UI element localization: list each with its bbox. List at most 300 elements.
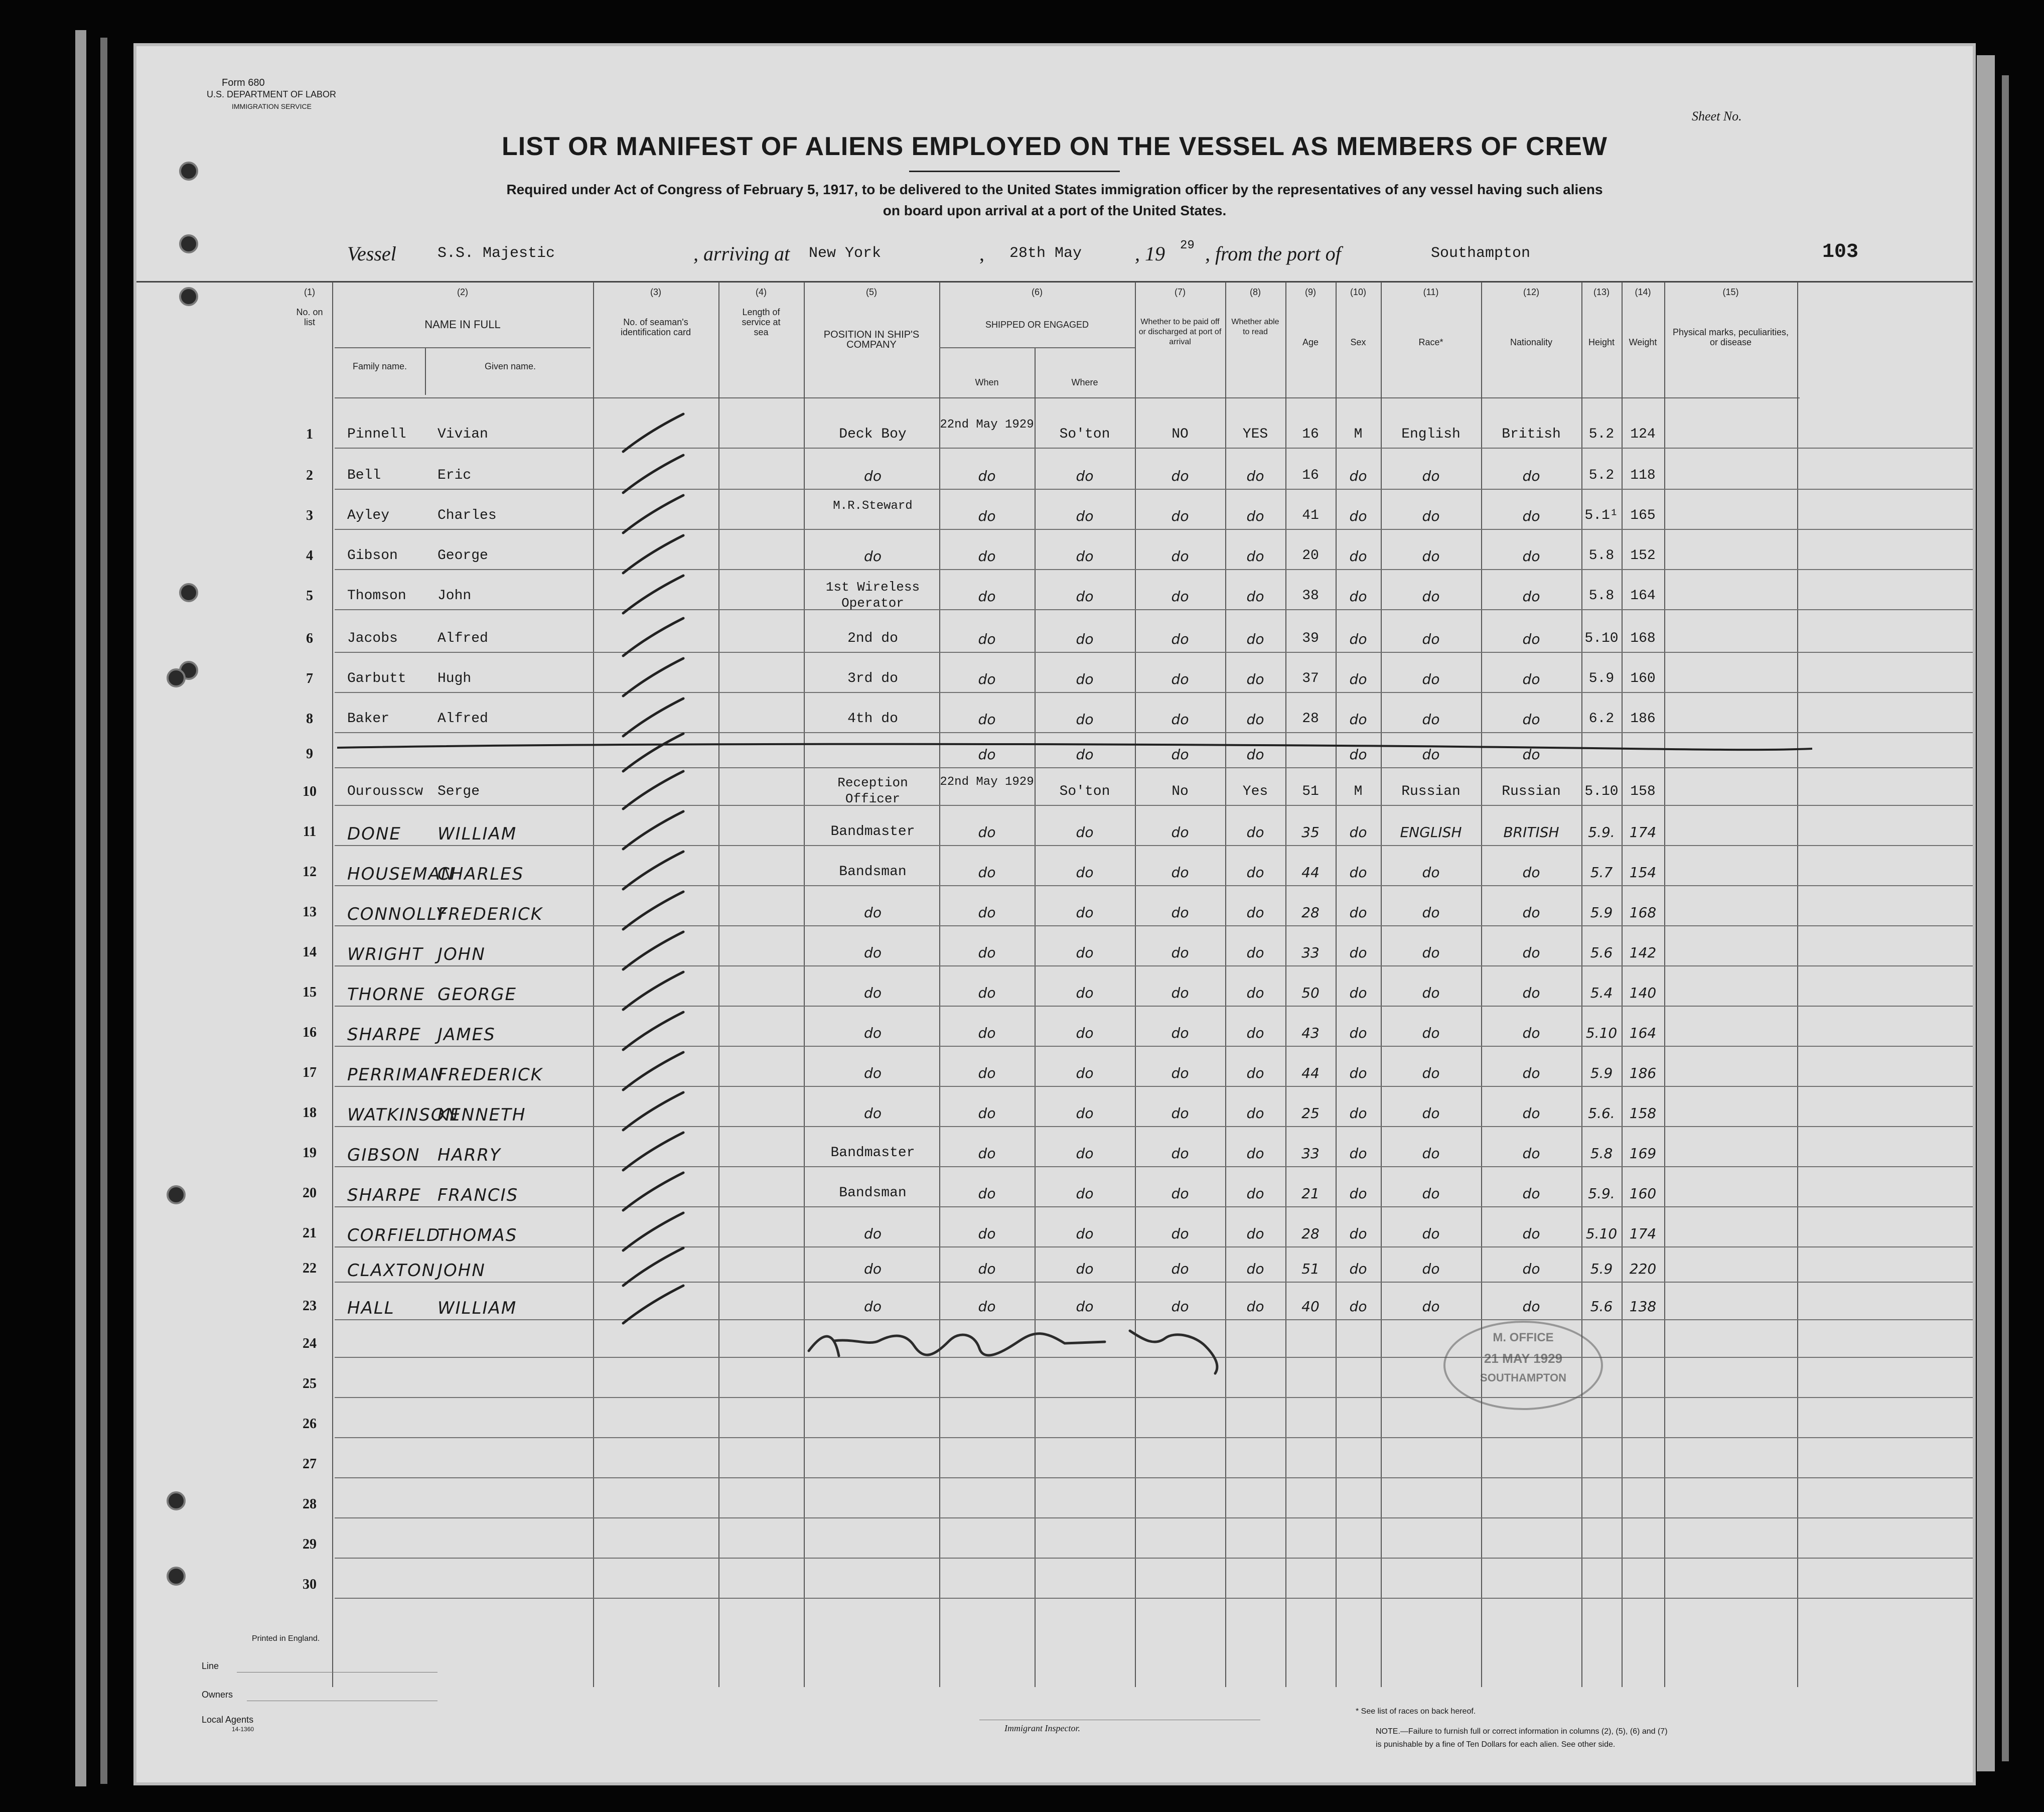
cell-where: do xyxy=(1076,1105,1094,1122)
form-number: Form 680 xyxy=(222,77,265,88)
cell-when: do xyxy=(978,944,996,961)
page-title: LIST OR MANIFEST OF ALIENS EMPLOYED ON THE VESSEL AS MEMBERS OF CREW xyxy=(502,132,1608,161)
cell-family: DONE xyxy=(347,824,401,844)
cell-family: Pinnell xyxy=(347,427,406,442)
cell-height: 5.8 xyxy=(1590,1145,1613,1162)
cell-nat: do xyxy=(1522,1225,1540,1242)
check-mark-icon xyxy=(618,411,693,457)
races-note: * See list of races on back hereof. xyxy=(1356,1707,1476,1716)
cell-position: do xyxy=(864,1105,882,1122)
cell-paid: do xyxy=(1171,824,1189,841)
cell-when: do xyxy=(978,548,996,565)
cell-read: do xyxy=(1246,1105,1264,1122)
check-mark-icon xyxy=(618,493,693,538)
cell-height: 5.9. xyxy=(1588,1185,1615,1202)
manifest-sheet xyxy=(136,46,1973,1782)
cell-sex: do xyxy=(1349,1225,1367,1242)
row-number: 8 xyxy=(306,711,313,727)
page-edge-right-2 xyxy=(2002,75,2009,1761)
cell-weight: 142 xyxy=(1629,944,1657,961)
cell-race: ENGLISH xyxy=(1400,824,1462,841)
col-3-label: No. of seaman's identification card xyxy=(620,317,691,337)
check-mark-icon xyxy=(618,929,693,974)
row-number: 7 xyxy=(306,671,313,686)
check-mark-icon xyxy=(618,1010,693,1055)
col-2-num: (2) xyxy=(457,287,468,297)
col-4-label: Length of service at sea xyxy=(742,307,781,337)
shipped-header-rule xyxy=(939,347,1135,348)
cell-sex: do xyxy=(1349,746,1367,763)
page-edge-left xyxy=(75,30,86,1786)
col-2-family: Family name. xyxy=(352,361,407,371)
cell-where: So'ton xyxy=(1059,427,1110,442)
col-8-num: (8) xyxy=(1250,287,1261,297)
row-rule xyxy=(335,1558,1973,1559)
col-1-num: (1) xyxy=(304,287,315,297)
row-rule xyxy=(335,609,1973,610)
cell-read: do xyxy=(1246,671,1264,687)
row-rule xyxy=(335,1517,1973,1518)
cell-read: do xyxy=(1246,1261,1264,1277)
cell-read: do xyxy=(1246,711,1264,728)
cell-given: Charles xyxy=(437,508,497,523)
cell-position: do xyxy=(864,1025,882,1041)
cell-when: 22nd May 1929 xyxy=(940,775,1034,789)
col-divider xyxy=(1664,282,1665,1687)
cell-family: Baker xyxy=(347,711,390,727)
row-number: 16 xyxy=(303,1025,317,1040)
cell-height: 5.8 xyxy=(1588,548,1615,564)
row-rule xyxy=(335,652,1973,653)
cell-where: do xyxy=(1076,1298,1094,1315)
cell-nat: do xyxy=(1522,1105,1540,1122)
cell-height: 5.10 xyxy=(1585,1225,1618,1242)
cell-where: do xyxy=(1076,711,1094,728)
row-rule xyxy=(335,1477,1973,1478)
cell-height: 5.2 xyxy=(1588,427,1615,442)
official-stamp xyxy=(1443,1321,1603,1410)
row-rule xyxy=(335,1046,1973,1047)
cell-read: do xyxy=(1246,1065,1264,1081)
cell-read: do xyxy=(1246,824,1264,841)
binder-hole xyxy=(167,1491,186,1510)
cell-position: Bandmaster xyxy=(830,824,915,840)
cell-given: THOMAS xyxy=(437,1225,518,1245)
cell-race: do xyxy=(1422,1025,1440,1041)
strike-line xyxy=(337,739,1822,759)
cell-paid: do xyxy=(1171,985,1189,1001)
check-mark-icon xyxy=(618,616,693,661)
cell-nat: British xyxy=(1502,427,1561,442)
cell-age: 44 xyxy=(1301,1065,1320,1081)
cell-age: 50 xyxy=(1301,985,1320,1001)
cell-given: Serge xyxy=(437,784,480,799)
cell-when: do xyxy=(978,985,996,1001)
col-15-num: (15) xyxy=(1722,287,1739,297)
cell-given: Eric xyxy=(437,468,472,483)
cell-weight: 118 xyxy=(1630,468,1656,483)
cell-when: do xyxy=(978,1065,996,1081)
inspector-label: Immigrant Inspector. xyxy=(1004,1723,1080,1733)
cell-position: do xyxy=(864,904,882,921)
year-prefix: , 19 xyxy=(1135,242,1165,265)
cell-paid: No xyxy=(1172,784,1189,799)
cell-paid: do xyxy=(1171,1105,1189,1122)
row-number: 15 xyxy=(303,985,317,1000)
cell-race: do xyxy=(1422,985,1440,1001)
cell-race: do xyxy=(1422,631,1440,647)
cell-given: HARRY xyxy=(437,1145,501,1165)
cell-nat: do xyxy=(1522,1145,1540,1162)
cell-where: do xyxy=(1076,1185,1094,1202)
cell-nat: do xyxy=(1522,548,1540,565)
cell-where: do xyxy=(1076,904,1094,921)
cell-where: do xyxy=(1076,671,1094,687)
cell-given: Alfred xyxy=(437,711,488,727)
cell-paid: do xyxy=(1171,548,1189,565)
cell-height: 5.6. xyxy=(1588,1105,1615,1122)
cell-when: do xyxy=(978,1185,996,1202)
departure-port: Southampton xyxy=(1431,245,1531,262)
service: IMMIGRATION SERVICE xyxy=(232,102,312,110)
cell-height: 6.2 xyxy=(1588,711,1615,727)
cell-sex: do xyxy=(1349,864,1367,881)
cell-given: CHARLES xyxy=(437,864,524,884)
cell-height: 5.6 xyxy=(1590,944,1613,961)
col-divider xyxy=(1797,282,1798,1687)
col-divider xyxy=(332,282,333,1687)
cell-race: English xyxy=(1401,427,1461,442)
cell-where: do xyxy=(1076,548,1094,565)
row-number: 22 xyxy=(303,1261,317,1276)
col-14-num: (14) xyxy=(1635,287,1651,297)
cell-nat: do xyxy=(1522,904,1540,921)
cell-when: do xyxy=(978,1298,996,1315)
cell-nat: BRITISH xyxy=(1503,824,1559,841)
cell-family: THORNE xyxy=(347,985,425,1005)
row-rule xyxy=(335,692,1973,693)
penalty-note-2: is punishable by a fine of Ten Dollars for each alien. See other side. xyxy=(1376,1740,1616,1749)
cell-where: do xyxy=(1076,631,1094,647)
cell-read: YES xyxy=(1242,427,1268,442)
cell-weight: 168 xyxy=(1630,631,1656,646)
row-rule xyxy=(335,885,1973,886)
row-number: 19 xyxy=(303,1145,317,1161)
cell-race: do xyxy=(1422,468,1440,484)
cell-given: WILLIAM xyxy=(437,824,517,844)
row-rule xyxy=(335,529,1973,530)
cell-race: do xyxy=(1422,1185,1440,1202)
from-label: , from the port of xyxy=(1205,242,1341,265)
department: U.S. DEPARTMENT OF LABOR xyxy=(207,89,337,99)
cell-height: 5.4 xyxy=(1590,985,1613,1001)
cell-sex: do xyxy=(1349,904,1367,921)
col-7-num: (7) xyxy=(1175,287,1186,297)
cell-read: do xyxy=(1246,985,1264,1001)
vessel-name: S.S. Majestic xyxy=(437,245,555,262)
cell-position: do xyxy=(864,1298,882,1315)
check-mark-icon xyxy=(618,1090,693,1135)
cell-read: do xyxy=(1246,588,1264,605)
row-rule xyxy=(335,732,1973,733)
cell-paid: do xyxy=(1171,588,1189,605)
cell-read: do xyxy=(1246,746,1264,763)
cell-height: 5.9 xyxy=(1590,1261,1613,1277)
check-mark-icon xyxy=(618,573,693,618)
cell-paid: do xyxy=(1171,1225,1189,1242)
cell-read: do xyxy=(1246,508,1264,524)
cell-given: GEORGE xyxy=(437,985,517,1005)
cell-where: do xyxy=(1076,746,1094,763)
cell-height: 5.7 xyxy=(1590,864,1613,881)
cell-race: do xyxy=(1422,864,1440,881)
cell-where: do xyxy=(1076,1261,1094,1277)
check-mark-icon xyxy=(618,1170,693,1215)
check-mark-icon xyxy=(618,1283,693,1328)
cell-given: WILLIAM xyxy=(437,1298,517,1318)
row-rule xyxy=(335,448,1973,449)
cell-age: 40 xyxy=(1301,1298,1320,1315)
master-signature xyxy=(804,1311,1245,1376)
cell-position: Bandmaster xyxy=(830,1145,915,1161)
cell-position: M.R.Steward xyxy=(833,499,913,513)
cell-weight: 220 xyxy=(1629,1261,1657,1277)
cell-given: Alfred xyxy=(437,631,488,646)
cell-position: Bandsman xyxy=(839,1185,907,1201)
arrival-port: New York xyxy=(809,245,882,262)
cell-weight: 164 xyxy=(1629,1025,1657,1041)
col-11-num: (11) xyxy=(1423,287,1439,297)
col-10-num: (10) xyxy=(1350,287,1366,297)
cell-paid: do xyxy=(1171,1298,1189,1315)
cell-family: Gibson xyxy=(347,548,398,564)
agents-code: 14-1360 xyxy=(232,1726,254,1733)
cell-read: do xyxy=(1246,1298,1264,1315)
cell-when: do xyxy=(978,1105,996,1122)
cell-position: do xyxy=(864,1065,882,1081)
cell-when: do xyxy=(978,864,996,881)
cell-family: WRIGHT xyxy=(347,944,423,964)
cell-read: do xyxy=(1246,904,1264,921)
cell-race: do xyxy=(1422,548,1440,565)
cell-nat: do xyxy=(1522,985,1540,1001)
comma-1: , xyxy=(979,242,984,265)
binder-hole xyxy=(179,287,198,306)
col-3-num: (3) xyxy=(650,287,661,297)
cell-when: do xyxy=(978,1145,996,1162)
cell-family: CORFIELD xyxy=(347,1225,441,1245)
cell-given: FREDERICK xyxy=(437,904,543,924)
cell-paid: do xyxy=(1171,1065,1189,1081)
cell-read: do xyxy=(1246,864,1264,881)
cell-weight: 138 xyxy=(1629,1298,1657,1315)
row-rule xyxy=(335,1126,1973,1127)
col-9-num: (9) xyxy=(1305,287,1316,297)
check-mark-icon xyxy=(618,889,693,934)
cell-age: 43 xyxy=(1301,1025,1320,1041)
cell-weight: 152 xyxy=(1630,548,1656,564)
row-number: 5 xyxy=(306,588,313,604)
row-number: 26 xyxy=(303,1416,317,1432)
cell-given: Vivian xyxy=(437,427,488,442)
row-rule xyxy=(335,1246,1973,1247)
col-7-label: Whether to be paid off or discharged at port of arrival xyxy=(1138,318,1222,346)
check-mark-icon xyxy=(618,656,693,701)
col-14-label: Weight xyxy=(1629,337,1657,347)
cell-race: do xyxy=(1422,1261,1440,1277)
col-13-num: (13) xyxy=(1593,287,1610,297)
cell-nat: do xyxy=(1522,631,1540,647)
check-mark-icon xyxy=(618,533,693,578)
stamp-line-1: M. OFFICE xyxy=(1493,1331,1554,1344)
col-15-label: Physical marks, peculiarities, or disease xyxy=(1672,327,1789,347)
row-number: 27 xyxy=(303,1456,317,1472)
cell-when: 22nd May 1929 xyxy=(940,418,1034,432)
cell-when: do xyxy=(978,711,996,728)
cell-where: So'ton xyxy=(1059,784,1110,799)
cell-height: 5.9 xyxy=(1588,671,1615,686)
cell-height: 5.10 xyxy=(1584,784,1619,799)
cell-age: 44 xyxy=(1301,864,1320,881)
cell-race: do xyxy=(1422,1145,1440,1162)
subtitle-1: Required under Act of Congress of February 5, 1917, to be delivered to the United States immigration officer by the representatives of any vessel having such aliens xyxy=(506,182,1603,197)
row-rule xyxy=(335,1282,1973,1283)
sheet-no-label: Sheet No. xyxy=(1692,109,1742,123)
arrival-date: 28th May xyxy=(1009,245,1082,262)
binder-hole xyxy=(167,1185,186,1204)
cell-height: 5.1¹ xyxy=(1584,508,1619,523)
col-13-label: Height xyxy=(1588,337,1615,347)
cell-given: JOHN xyxy=(437,944,486,964)
cell-sex: do xyxy=(1349,1105,1367,1122)
cell-nat: do xyxy=(1522,864,1540,881)
arrival-year: 29 xyxy=(1180,239,1195,252)
row-number: 14 xyxy=(303,944,317,960)
check-mark-icon xyxy=(618,809,693,854)
row-number: 28 xyxy=(303,1496,317,1512)
cell-sex: do xyxy=(1349,1298,1367,1315)
cell-family: GIBSON xyxy=(347,1145,420,1165)
cell-race: Russian xyxy=(1401,784,1461,799)
cell-given: John xyxy=(437,588,472,604)
check-mark-icon xyxy=(618,1050,693,1095)
cell-weight: 160 xyxy=(1629,1185,1657,1202)
cell-sex: do xyxy=(1349,711,1367,728)
cell-where: do xyxy=(1076,824,1094,841)
binder-hole xyxy=(179,583,198,602)
agents-label: Local Agents xyxy=(202,1715,254,1725)
cell-nat: do xyxy=(1522,1025,1540,1041)
cell-family: Ourousscw xyxy=(347,784,423,799)
row-number: 24 xyxy=(303,1336,317,1351)
col-12-label: Nationality xyxy=(1510,337,1553,347)
cell-read: do xyxy=(1246,944,1264,961)
row-number: 25 xyxy=(303,1376,317,1391)
owners-label: Owners xyxy=(202,1690,233,1700)
cell-read: do xyxy=(1246,1145,1264,1162)
cell-sex: M xyxy=(1354,427,1363,442)
cell-paid: do xyxy=(1171,468,1189,484)
cell-age: 21 xyxy=(1301,1185,1320,1202)
page-number: 103 xyxy=(1822,241,1859,263)
cell-read: do xyxy=(1246,548,1264,565)
col-divider xyxy=(804,282,805,1687)
check-mark-icon xyxy=(618,969,693,1015)
row-number: 4 xyxy=(306,548,313,564)
row-number: 17 xyxy=(303,1065,317,1080)
row-rule xyxy=(335,1166,1973,1167)
cell-weight: 160 xyxy=(1630,671,1656,686)
col-10-label: Sex xyxy=(1350,337,1366,347)
check-mark-icon xyxy=(618,769,693,814)
cell-weight: 174 xyxy=(1629,824,1657,841)
cell-weight: 158 xyxy=(1629,1105,1657,1122)
cell-age: 38 xyxy=(1302,588,1319,604)
col-1-label: No. on list xyxy=(296,307,323,327)
row-rule xyxy=(335,569,1973,570)
cell-position: 1st Wireless Operator xyxy=(825,580,920,611)
table-top-rule xyxy=(136,281,1973,283)
cell-read: do xyxy=(1246,1185,1264,1202)
row-number: 6 xyxy=(306,631,313,646)
cell-given: Hugh xyxy=(437,671,472,686)
row-rule xyxy=(335,1397,1973,1398)
cell-height: 5.9 xyxy=(1590,1065,1613,1081)
cell-race: do xyxy=(1422,711,1440,728)
cell-family: HALL xyxy=(347,1298,395,1318)
col-6-num: (6) xyxy=(1032,287,1043,297)
row-number: 9 xyxy=(306,746,313,762)
row-rule xyxy=(335,965,1973,966)
cell-age: 35 xyxy=(1301,824,1320,841)
cell-where: do xyxy=(1076,985,1094,1001)
cell-weight: 169 xyxy=(1629,1145,1657,1162)
check-mark-icon xyxy=(618,849,693,894)
cell-where: do xyxy=(1076,508,1094,524)
cell-paid: do xyxy=(1171,631,1189,647)
cell-family: Thomson xyxy=(347,588,406,604)
cell-race: do xyxy=(1422,588,1440,605)
header-bottom-rule xyxy=(335,397,1800,398)
cell-read: do xyxy=(1246,1025,1264,1041)
row-rule xyxy=(335,1598,1973,1599)
col-6-where: Where xyxy=(1071,377,1098,387)
col-2-given: Given name. xyxy=(484,361,536,371)
cell-weight: 186 xyxy=(1630,711,1656,727)
cell-family: Ayley xyxy=(347,508,390,523)
cell-when: do xyxy=(978,824,996,841)
cell-when: do xyxy=(978,508,996,524)
row-rule xyxy=(335,1206,1973,1207)
cell-weight: 124 xyxy=(1630,427,1656,442)
binder-hole xyxy=(179,234,198,253)
cell-position: do xyxy=(864,1225,882,1242)
page-edge-right xyxy=(1977,55,1995,1771)
cell-sex: M xyxy=(1354,784,1363,799)
cell-height: 5.9. xyxy=(1588,824,1615,841)
col-9-label: Age xyxy=(1302,337,1319,347)
cell-where: do xyxy=(1076,1025,1094,1041)
cell-paid: do xyxy=(1171,746,1189,763)
cell-race: do xyxy=(1422,1065,1440,1081)
cell-where: do xyxy=(1076,588,1094,605)
cell-where: do xyxy=(1076,864,1094,881)
row-rule xyxy=(335,767,1973,768)
cell-given: FRANCIS xyxy=(437,1185,519,1205)
cell-race: do xyxy=(1422,1298,1440,1315)
cell-sex: do xyxy=(1349,1145,1367,1162)
row-number: 11 xyxy=(303,824,317,840)
